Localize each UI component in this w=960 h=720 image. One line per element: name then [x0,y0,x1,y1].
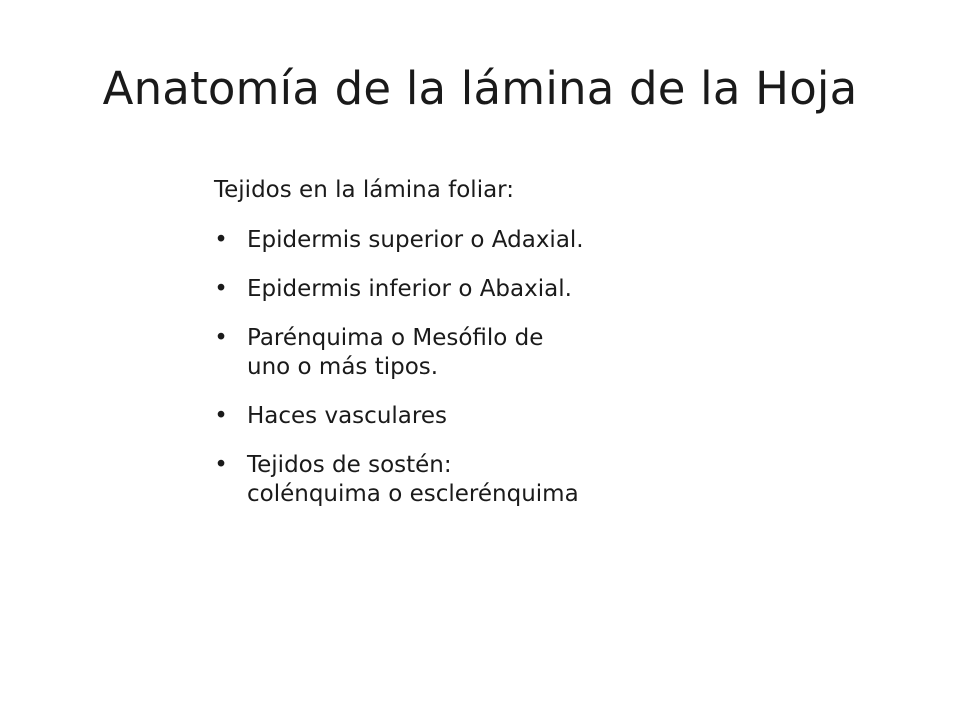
list-item-text: Parénquima o Mesófilo de [247,325,544,351]
list-item-text: Epidermis inferior o Abaxial. [247,276,572,302]
slide-body [214,176,694,529]
list-item-text: Tejidos de sostén: [247,452,452,478]
intro-text: Tejidos en la lámina foliar: [214,177,514,203]
list-item [214,324,687,382]
slide-title: Anatomía de la lámina de la Hoja [102,62,858,115]
list-item-text: Epidermis superior o Adaxial. [247,227,584,253]
bullet-list [214,226,694,509]
bullet-icon: • [214,452,228,478]
list-item [214,226,687,255]
list-item-text-continuation: colénquima o esclerénquima [247,481,579,507]
bullet-icon: • [214,325,228,351]
bullet-icon: • [214,227,228,253]
bullet-icon: • [214,276,228,302]
list-item [214,402,687,431]
list-item [214,275,687,304]
list-item [214,451,687,509]
list-item-text-continuation: uno o más tipos. [247,354,439,380]
list-item-text: Haces vasculares [247,403,447,429]
bullet-icon: • [214,403,228,429]
